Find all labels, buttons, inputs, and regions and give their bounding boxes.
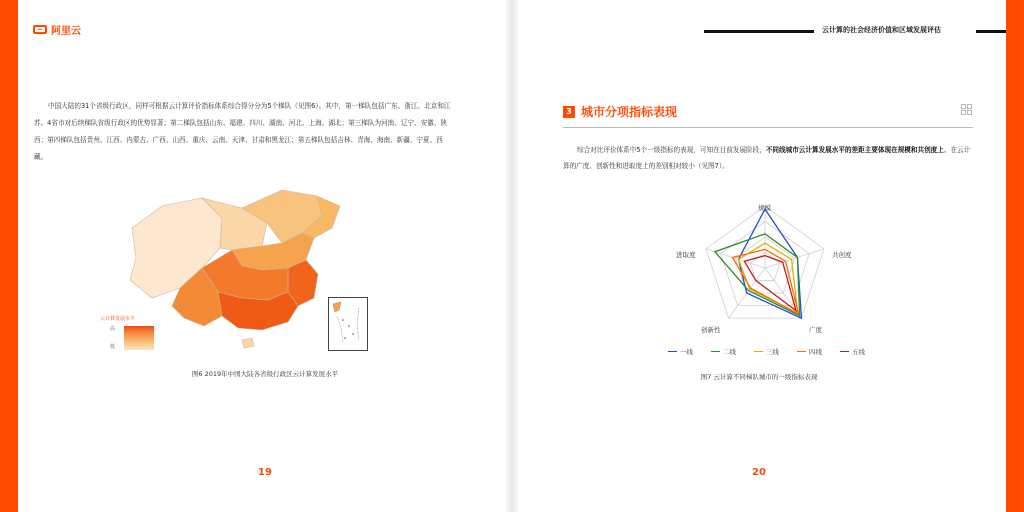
legend-label: 五线 xyxy=(852,348,865,356)
right-edge-bar xyxy=(1006,0,1024,512)
figure-7-caption: 图7 云计算不同梯队城市的一级指标表现 xyxy=(700,373,818,381)
section-number-badge: 3 xyxy=(563,106,575,118)
legend-swatch xyxy=(668,351,677,353)
legend-label: 三线 xyxy=(766,348,779,356)
page-number-right: 20 xyxy=(752,467,766,478)
aliyun-logo xyxy=(33,22,81,37)
paragraph-plain-text: 综合对比评价体系中5个一级指标的表现，可知在目前发展阶段， xyxy=(577,146,766,154)
header-rule-left xyxy=(704,30,814,33)
header-rule-right xyxy=(976,30,1006,33)
legend-label: 四线 xyxy=(809,348,822,356)
legend-swatch xyxy=(711,351,720,353)
page-number-left: 19 xyxy=(258,467,272,478)
legend-item-tier3 xyxy=(754,347,779,356)
radar-axis-label-breadth: 广度 xyxy=(809,326,822,334)
legend-item-tier4 xyxy=(797,347,822,356)
figure-6-caption: 图6 2019年中国大陆各省级行政区云计算发展水平 xyxy=(191,370,339,378)
left-body-paragraph: 中国大陆的31个省级行政区，同样可根据云计算评价指标体系综合得分分为5个梯队（见图6）。其中，第一梯队包括广东、浙江、北京和江苏。4省市对后续梯队省级行政区的优势显著；第二梯队包括山东、福建、四川、湖南、河北、上海、湖北；第三梯队为河南、辽宁、安徽、陕西；第四梯队包括贵州、江西、内蒙古、广西、山西、重庆、云南、天津、甘肃和黑龙江；第五梯队包括吉林、青海、海南、新疆、宁夏、西藏。 xyxy=(34,102,451,161)
paragraph-bold-text: 不同线城市云计算发展水平的差距主要体现在规模和共创度上 xyxy=(765,146,944,154)
legend-item-tier5 xyxy=(840,347,865,356)
radar-axis-label-cocreation: 共创度 xyxy=(832,251,852,259)
legend-swatch xyxy=(754,351,763,353)
running-header-title: 云计算的社会经济价值和区域发展评估 xyxy=(822,26,941,34)
map-legend-title: 云计算发展水平 xyxy=(100,316,136,322)
map-legend-high: 高 xyxy=(110,326,116,332)
map-legend-low: 低 xyxy=(110,344,116,350)
paragraph-tail-text: 。在云计算的广度、创新性和进取度上的差别相对较小（见图7）。 xyxy=(563,146,971,170)
radar-axis-label-innovation: 创新性 xyxy=(701,326,721,334)
right-body-paragraph xyxy=(563,142,975,174)
book-spine xyxy=(506,0,518,512)
radar-chart xyxy=(665,196,865,346)
left-edge-bar xyxy=(0,0,18,512)
legend-item-tier2 xyxy=(711,347,736,356)
legend-swatch xyxy=(840,351,849,353)
section-title: 城市分项指标表现 xyxy=(581,105,678,119)
section-divider xyxy=(563,127,973,128)
legend-swatch xyxy=(797,351,806,353)
legend-label: 二线 xyxy=(723,348,736,356)
legend-label: 一线 xyxy=(680,348,693,356)
radar-axis-label-scale: 规模 xyxy=(758,204,771,212)
legend-item-tier1 xyxy=(668,347,693,356)
aliyun-logo-mark-icon xyxy=(33,25,47,34)
map-region-hainan xyxy=(242,338,254,348)
south-sea-inset-map xyxy=(328,297,368,351)
radar-axis-label-progress: 进取度 xyxy=(676,251,696,259)
aliyun-logo-text: 阿里云 xyxy=(51,26,81,37)
section-grid-icon xyxy=(961,104,972,115)
radar-legend xyxy=(668,347,878,359)
